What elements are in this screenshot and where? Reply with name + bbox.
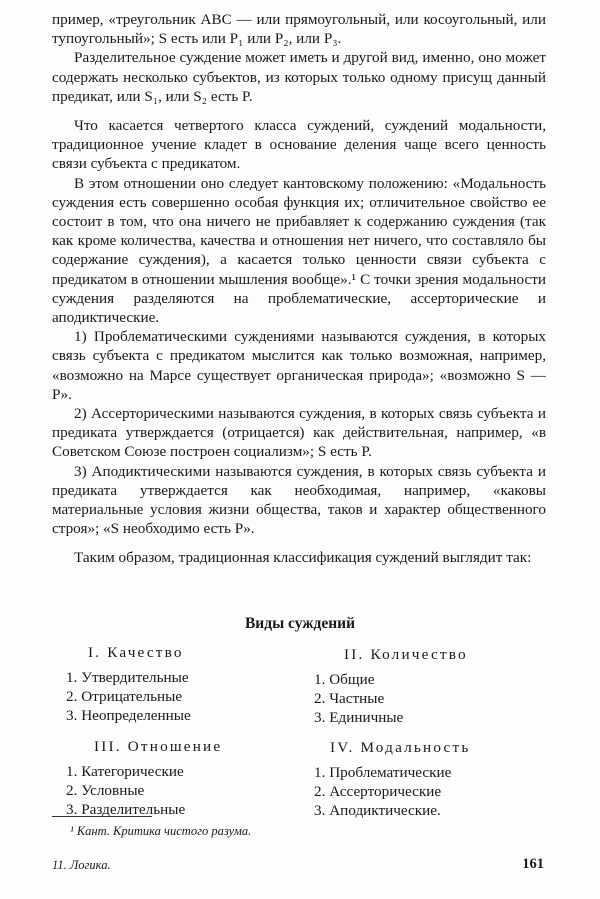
category-heading: IV. Модальность xyxy=(330,739,471,756)
category-list xyxy=(314,763,470,820)
paragraph-assertoric: 2) Ассерторическими называются суждения, в которых связь субъекта и предиката утверждается (отрицается) как действительная, например, «в Советском Союзе построен социализм»; S есть P. xyxy=(52,405,546,461)
category-heading: I. Качество xyxy=(88,644,184,661)
footnote: ¹ Кант. Критика чистого разума. xyxy=(70,824,252,838)
paragraph-continuation: пример, «треугольник ABC — или прямоугольный, или косоугольный, или тупоугольный»; S есть или P₁ или P₂, или P₃. xyxy=(52,11,546,48)
category-heading: III. Отношение xyxy=(94,738,223,755)
list-item: 3. Неопределенные xyxy=(66,707,191,724)
list-item: 2. Частные xyxy=(314,690,385,707)
list-item: 2. Ассерторические xyxy=(314,783,442,800)
list-item: 1. Утвердительные xyxy=(66,669,189,686)
paragraph-problematic: 1) Проблематическими суждениями называются суждения, в которых связь субъекта с предикатом мыслится как только возможная, например, «возможно на Марсе существует органическая природа»; «возможно S — P». xyxy=(52,328,546,403)
list-item: 3. Единичные xyxy=(314,709,404,726)
list-item: 3. Разделительные xyxy=(66,801,186,818)
category-modality xyxy=(314,738,470,820)
category-heading: II. Количество xyxy=(344,646,468,663)
list-item: 1. Проблематические xyxy=(314,764,452,781)
footnote-divider xyxy=(52,816,152,817)
page-number: 161 xyxy=(522,856,544,872)
category-relation xyxy=(66,737,222,819)
category-list xyxy=(66,762,222,819)
list-item: 1. Общие xyxy=(314,671,375,688)
list-item: 2. Отрицательные xyxy=(66,688,183,705)
category-quality xyxy=(66,643,191,725)
list-item: 1. Категорические xyxy=(66,763,184,780)
printer-signature: 11. Логика. xyxy=(52,858,111,872)
section-title: Виды суждений xyxy=(244,615,356,632)
category-list xyxy=(66,668,191,725)
paragraph-conclusion: Таким образом, традиционная классификация суждений выглядит так: xyxy=(74,549,532,567)
category-list xyxy=(314,670,468,727)
list-item: 2. Условные xyxy=(66,782,145,799)
paragraph-disjunctive: Разделительное суждение может иметь и другой вид, именно, оно может содержать несколько субъектов, из которых только одному присущ данный предикат, или S₁, или S₂ есть P. xyxy=(52,49,546,105)
category-quantity xyxy=(314,645,468,727)
paragraph-apodictic: 3) Аподиктическими называются суждения, в которых связь субъекта и предиката утверждается как необходимая, например, «каковы материальные условия жизни общества, таков и характер общественного строя»; «S необходимо есть P». xyxy=(52,462,546,538)
list-item: 3. Аподиктические. xyxy=(314,802,441,819)
body-text xyxy=(52,10,546,568)
paragraph-modality-intro: Что касается четвертого класса суждений, суждений модальности, традиционное учение кладет в основание деления чаще всего ценность связи субъекта с предикатом. xyxy=(52,117,546,173)
paragraph-kant-quote: В этом отношении оно следует кантовскому положению: «Модальность суждения есть совершенно особая функция их; отличительное свойство ее состоит в том, что она ничего не прибавляет к содержанию суждения (так как кроме количества, качества и отношения нет ничего, что составляло бы содержание суждения), а касается только ценности связи субъекта с предикатом в отношении мышления вообще».¹ С точки зрения модальности суждения разделяются на проблематические, ассерторические и аподиктические. xyxy=(52,174,546,327)
